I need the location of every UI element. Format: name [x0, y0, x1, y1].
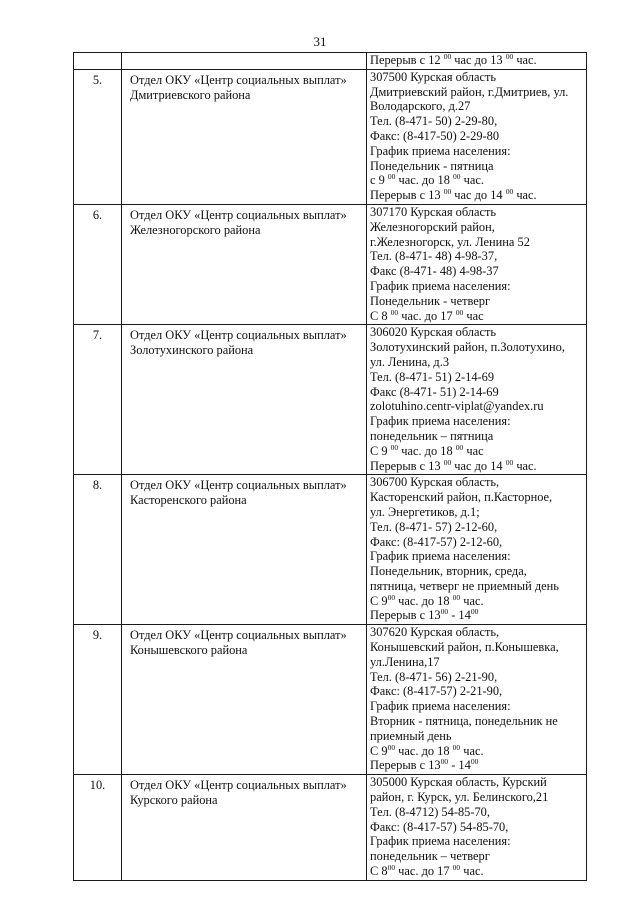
contact-info-line: Золотухинский район, п.Золотухино,	[370, 340, 565, 355]
contact-info-line: Перерыв с $13^{00} - 14^{00}$	[370, 607, 479, 623]
office-contact-info	[367, 325, 587, 475]
contact-info-line: График приема населения:	[370, 549, 511, 564]
contact-info-line: 307170 Курская область	[370, 204, 497, 219]
contact-info-line: Перерыв с 12 $^{00}$ час до 13 $^{00}$ час.	[370, 52, 537, 67]
time-minutes-superscript: 00	[387, 863, 396, 873]
time-minutes-superscript: 00	[440, 607, 449, 617]
time-minutes-superscript: 00	[470, 607, 479, 617]
table-row	[74, 69, 587, 204]
row-number: 8.	[74, 475, 122, 625]
contact-info-line: С $9^{00}$ час. до 18 $^{00}$ час.	[370, 742, 484, 758]
time-minutes-superscript: 00	[440, 757, 449, 767]
contact-info-line: г.Железногорск, ул. Ленина 52	[370, 234, 530, 249]
table-body	[74, 53, 587, 881]
row-number: 6.	[74, 204, 122, 324]
table-row	[74, 775, 587, 881]
contact-info-line: Факс (8-471- 51) 2-14-69	[370, 384, 499, 399]
contact-info-line: Перерыв с 13 $^{00}$ час до 14 $^{00}$ час.	[370, 457, 537, 473]
time-minutes-superscript: 00	[505, 187, 514, 197]
contact-info-line: 306700 Курская область,	[370, 475, 500, 490]
table-row	[74, 204, 587, 324]
contact-info-line: График приема населения:	[370, 278, 511, 293]
contact-info-line: понедельник – четверг	[370, 849, 490, 864]
contact-info-line: Вторник - пятница, понедельник не	[370, 714, 558, 729]
office-name: Отдел ОКУ «Центр социальных выплат» Золотухинского района	[122, 325, 367, 475]
contact-info-line: zolotuhino.centr-viplat@yandex.ru	[370, 399, 544, 414]
contact-info-line: Перерыв с $13^{00} - 14^{00}$	[370, 757, 479, 773]
office-name: Отдел ОКУ «Центр социальных выплат» Конышевского района	[122, 625, 367, 775]
office-name: Отдел ОКУ «Центр социальных выплат» Курского района	[122, 775, 367, 881]
time-minutes-superscript: 00	[455, 442, 464, 452]
contact-info-line: район, г. Курск, ул. Белинского,21	[370, 790, 549, 805]
time-minutes-superscript: 00	[443, 457, 452, 467]
contact-info-line: Дмитриевский район, г.Дмитриев, ул.	[370, 84, 569, 99]
contact-info-line: Тел. (8-4712) 54-85-70,	[370, 804, 490, 819]
row-number: 7.	[74, 325, 122, 475]
page-number: 31	[313, 34, 327, 49]
contact-info-line: с 9 $^{00}$ час. до 18 $^{00}$ час.	[370, 172, 484, 188]
contact-info-line: Тел. (8-471- 57) 2-12-60,	[370, 519, 498, 534]
contact-info-line: 307500 Курская область	[370, 69, 497, 84]
offices-table	[73, 52, 587, 881]
contact-info-line: 305000 Курская область, Курский	[370, 775, 547, 790]
contact-info-line: понедельник – пятница	[370, 428, 494, 443]
time-minutes-superscript: 00	[453, 172, 461, 182]
contact-info-line: пятница, четверг не приемный день	[370, 578, 559, 593]
contact-info-line: Конышевский район, п.Конышевка,	[370, 640, 559, 655]
contact-info-line: С 9 $^{00}$ час. до 18 $^{00}$ час	[370, 442, 484, 458]
row-number: 5.	[74, 69, 122, 204]
table-row	[74, 475, 587, 625]
time-minutes-superscript: 00	[443, 187, 452, 197]
contact-info-line: График приема населения:	[370, 414, 511, 429]
time-minutes-superscript: 00	[452, 742, 461, 752]
office-contact-info	[367, 204, 587, 324]
contact-info-line: График приема населения:	[370, 143, 511, 158]
contact-info-line: Володарского, д.27	[370, 99, 471, 114]
office-contact-info	[367, 69, 587, 204]
contact-info-line: ул. Ленина, д.3	[370, 354, 450, 369]
contact-info-line: Факс (8-471- 48) 4-98-37	[370, 264, 499, 279]
table-row	[74, 325, 587, 475]
contact-info-line: Касторенский район, п.Касторное,	[370, 490, 553, 505]
time-minutes-superscript: 00	[455, 307, 464, 317]
contact-info-line: Перерыв с 13 $^{00}$ час до 14 $^{00}$ час.	[370, 187, 537, 203]
contact-info-line: Понедельник, вторник, среда,	[370, 564, 527, 579]
time-minutes-superscript: 00	[387, 592, 396, 602]
contact-info-line: ул.Ленина,17	[370, 654, 440, 669]
time-minutes-superscript: 00	[387, 742, 396, 752]
contact-info-line: Факс: (8-417-57) 2-21-90,	[370, 684, 503, 699]
contact-info-line: Понедельник - пятница	[370, 158, 494, 173]
time-minutes-superscript: 00	[452, 863, 461, 873]
contact-info-line: С 8 $^{00}$ час. до 17 $^{00}$ час	[370, 307, 484, 323]
row-number	[74, 53, 122, 70]
contact-info-line: График приема населения:	[370, 699, 511, 714]
contact-info-line: Железногорский район,	[370, 219, 495, 234]
office-contact-info	[367, 775, 587, 881]
contact-info-line: Факс: (8-417-57) 2-12-60,	[370, 534, 503, 549]
time-minutes-superscript: 00	[452, 592, 461, 602]
contact-info-line: приемный день	[370, 728, 452, 743]
contact-info-line: С $9^{00}$ час. до 18 $^{00}$ час.	[370, 592, 484, 608]
time-minutes-superscript: 00	[390, 442, 399, 452]
time-minutes-superscript: 00	[505, 457, 514, 467]
contact-info-line: Тел. (8-471- 50) 2-29-80,	[370, 114, 498, 129]
row-number: 9.	[74, 625, 122, 775]
contact-info-line: Факс: (8-417-50) 2-29-80	[370, 128, 500, 143]
time-minutes-superscript: 00	[505, 52, 514, 61]
office-contact-info	[367, 475, 587, 625]
row-number: 10.	[74, 775, 122, 881]
office-contact-info	[367, 53, 587, 70]
time-minutes-superscript: 00	[443, 52, 452, 61]
office-name: Отдел ОКУ «Центр социальных выплат» Касторенского района	[122, 475, 367, 625]
time-minutes-superscript: 00	[387, 172, 396, 182]
contact-info-line: Факс: (8-417-57) 54-85-70,	[370, 819, 509, 834]
time-minutes-superscript: 00	[390, 307, 399, 317]
office-name: Отдел ОКУ «Центр социальных выплат» Дмитриевского района	[122, 69, 367, 204]
contact-info-line: С $8^{00}$ час. до 17 $^{00}$ час.	[370, 863, 484, 879]
table-row	[74, 53, 587, 70]
time-minutes-superscript: 00	[470, 757, 479, 767]
contact-info-line: Тел. (8-471- 56) 2-21-90,	[370, 669, 498, 684]
contact-info-line: 307620 Курская область,	[370, 625, 500, 640]
contact-info-line: Тел. (8-471- 48) 4-98-37,	[370, 249, 498, 264]
contact-info-line: 306020 Курская область	[370, 325, 497, 340]
office-name	[122, 53, 367, 70]
contact-info-line: ул. Энергетиков, д.1;	[370, 504, 480, 519]
office-contact-info	[367, 625, 587, 775]
table-row	[74, 625, 587, 775]
contact-info-line: Понедельник - четверг	[370, 293, 491, 308]
office-name: Отдел ОКУ «Центр социальных выплат» Железногорского района	[122, 204, 367, 324]
contact-info-line: График приема населения:	[370, 834, 511, 849]
contact-info-line: Тел. (8-471- 51) 2-14-69	[370, 369, 495, 384]
